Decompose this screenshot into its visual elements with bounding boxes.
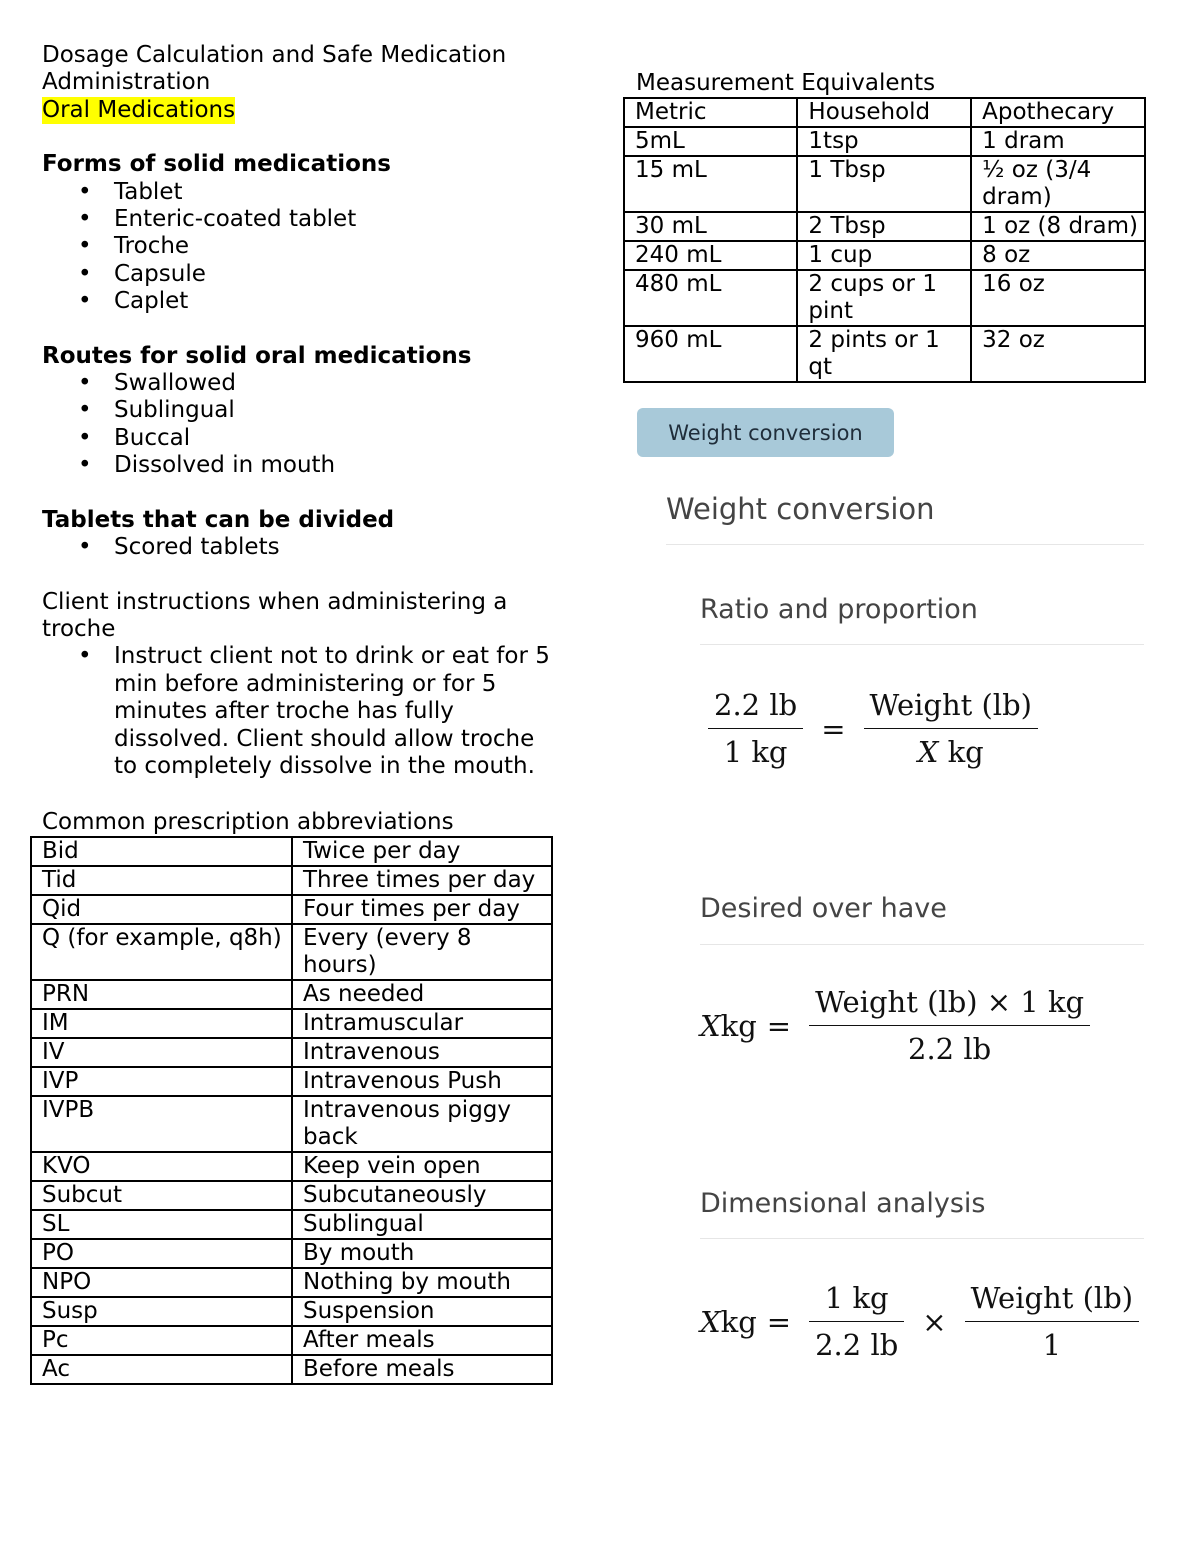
measurement-row — [624, 241, 1145, 270]
table-cell: 32 oz — [971, 326, 1145, 382]
table-cell: 1 Tbsp — [797, 156, 971, 212]
table-cell: Bid — [31, 837, 292, 866]
divider — [666, 544, 1144, 545]
document-title — [42, 42, 562, 97]
measurement-row — [624, 98, 1145, 127]
table-cell: 16 oz — [971, 270, 1145, 326]
table-cell: 960 mL — [624, 326, 797, 382]
table-cell: Subcutaneously — [292, 1181, 552, 1210]
numerator: Weight (lb) — [869, 688, 1032, 722]
dimensional-heading: Dimensional analysis — [700, 1188, 986, 1219]
abbreviation-row — [31, 1152, 552, 1181]
numerator: Weight (lb) — [970, 1281, 1134, 1315]
table-cell: 2 pints or 1 qt — [797, 326, 971, 382]
divider — [700, 644, 1144, 645]
table-cell: 1 dram — [971, 127, 1145, 156]
unit: kg — [720, 1008, 757, 1043]
abbreviation-row — [31, 866, 552, 895]
divided-heading: Tablets that can be divided — [42, 506, 395, 533]
table-cell: IV — [31, 1038, 292, 1067]
abbreviation-row — [31, 1355, 552, 1384]
abbreviation-row — [31, 895, 552, 924]
table-cell: Three times per day — [292, 866, 552, 895]
weight-conversion-button[interactable]: Weight conversion — [637, 408, 894, 457]
table-cell: 240 mL — [624, 241, 797, 270]
measurement-row — [624, 212, 1145, 241]
abbreviation-row — [31, 1326, 552, 1355]
divider — [700, 1238, 1144, 1239]
routes-list-item: • Buccal — [114, 425, 562, 452]
table-cell: 1 cup — [797, 241, 971, 270]
table-cell: IVP — [31, 1067, 292, 1096]
table-cell: 1tsp — [797, 127, 971, 156]
table-cell: Sublingual — [292, 1210, 552, 1239]
table-cell: PRN — [31, 980, 292, 1009]
abbreviation-row — [31, 980, 552, 1009]
denominator — [864, 728, 1038, 769]
table-cell: Ac — [31, 1355, 292, 1384]
table-cell: 8 oz — [971, 241, 1145, 270]
table-cell: SL — [31, 1210, 292, 1239]
table-cell: Qid — [31, 895, 292, 924]
table-cell: 15 mL — [624, 156, 797, 212]
abbreviation-row — [31, 1210, 552, 1239]
table-cell: Intramuscular — [292, 1009, 552, 1038]
denominator: 2.2 lb — [809, 1025, 1090, 1066]
highlighted-subtitle: Oral Medications — [42, 96, 236, 123]
abbreviations-table — [30, 836, 553, 1385]
fraction — [809, 1281, 904, 1362]
denominator: 2.2 lb — [809, 1321, 904, 1362]
abbreviation-row — [31, 1268, 552, 1297]
abbreviation-row — [31, 1009, 552, 1038]
table-cell: IM — [31, 1009, 292, 1038]
forms-list-item: • Capsule — [114, 261, 562, 288]
measurement-row — [624, 127, 1145, 156]
table-cell: Apothecary — [971, 98, 1145, 127]
variable: X — [700, 1008, 721, 1043]
abbreviations-caption: Common prescription abbreviations — [42, 809, 454, 835]
table-cell: Keep vein open — [292, 1152, 552, 1181]
table-cell: KVO — [31, 1152, 292, 1181]
forms-list — [42, 179, 562, 316]
table-cell: Twice per day — [292, 837, 552, 866]
unit: kg — [938, 735, 984, 769]
variable: X — [700, 1304, 721, 1339]
table-cell: 1 oz (8 dram) — [971, 212, 1145, 241]
desired-heading: Desired over have — [700, 893, 947, 924]
table-cell: Household — [797, 98, 971, 127]
numerator: 1 kg — [824, 1281, 889, 1315]
forms-heading: Forms of solid medications — [42, 151, 391, 178]
equals-sign: = — [766, 1304, 792, 1339]
abbreviation-row — [31, 1067, 552, 1096]
measurements-caption: Measurement Equivalents — [636, 70, 936, 96]
table-cell: Intravenous piggy back — [292, 1096, 552, 1152]
table-cell: As needed — [292, 980, 552, 1009]
ratio-formula — [700, 688, 1046, 769]
table-cell: PO — [31, 1239, 292, 1268]
measurement-row — [624, 326, 1145, 382]
table-cell: Before meals — [292, 1355, 552, 1384]
table-cell: Tid — [31, 866, 292, 895]
title-line-1: Dosage Calculation and Safe Medication — [42, 42, 507, 68]
unit: kg — [720, 1304, 757, 1339]
routes-list-item: • Dissolved in mouth — [114, 452, 562, 479]
table-cell: ½ oz (3/4 dram) — [971, 156, 1145, 212]
abbreviation-row — [31, 1239, 552, 1268]
table-cell: 2 cups or 1 pint — [797, 270, 971, 326]
fraction — [809, 985, 1090, 1066]
measurements-table — [623, 97, 1146, 383]
forms-list-item: • Enteric-coated tablet — [114, 206, 562, 233]
abbreviation-row — [31, 924, 552, 980]
fraction — [864, 688, 1038, 769]
routes-heading: Routes for solid oral medications — [42, 342, 472, 369]
numerator: 2.2 lb — [714, 688, 798, 722]
measurement-row — [624, 270, 1145, 326]
abbreviation-row — [31, 1297, 552, 1326]
table-cell: Suspension — [292, 1297, 552, 1326]
title-line-2: Administration — [42, 69, 211, 96]
desired-formula — [700, 985, 1098, 1066]
table-cell: Four times per day — [292, 895, 552, 924]
table-cell: Metric — [624, 98, 797, 127]
table-cell: Nothing by mouth — [292, 1268, 552, 1297]
divided-list-item: • Scored tablets — [114, 534, 562, 561]
abbreviation-row — [31, 837, 552, 866]
table-cell: Subcut — [31, 1181, 292, 1210]
left-column — [42, 42, 562, 780]
table-cell: Intravenous Push — [292, 1067, 552, 1096]
troche-instruction: • Instruct client not to drink or eat for 5 min before administering or for 5 minutes after troche has fully dissolved. Client should allow troche to completely dissolve in the mouth. — [114, 643, 559, 780]
troche-heading: Client instructions when administering a troche — [42, 588, 508, 642]
fraction — [708, 688, 803, 769]
table-cell: Susp — [31, 1297, 292, 1326]
table-cell: 480 mL — [624, 270, 797, 326]
forms-list-item: • Tablet — [114, 179, 562, 206]
denominator: 1 kg — [708, 728, 803, 769]
divided-list — [42, 534, 562, 561]
times-sign: × — [922, 1304, 947, 1339]
fraction — [965, 1281, 1139, 1362]
dimensional-formula — [700, 1281, 1147, 1362]
table-cell: Every (every 8 hours) — [292, 924, 552, 980]
variable: X — [917, 735, 939, 769]
routes-list-item: • Sublingual — [114, 397, 562, 424]
equals-sign: = — [821, 711, 846, 746]
table-cell: Q (for example, q8h) — [31, 924, 292, 980]
abbreviation-row — [31, 1181, 552, 1210]
table-cell: 30 mL — [624, 212, 797, 241]
table-cell: 5mL — [624, 127, 797, 156]
abbreviation-row — [31, 1038, 552, 1067]
table-cell: After meals — [292, 1326, 552, 1355]
troche-list — [42, 643, 559, 780]
table-cell: Pc — [31, 1326, 292, 1355]
denominator: 1 — [965, 1321, 1139, 1362]
table-cell: By mouth — [292, 1239, 552, 1268]
table-cell: NPO — [31, 1268, 292, 1297]
table-cell: IVPB — [31, 1096, 292, 1152]
equals-sign: = — [766, 1008, 792, 1043]
weight-conversion-title: Weight conversion — [666, 492, 935, 526]
numerator: Weight (lb) × 1 kg — [815, 985, 1085, 1019]
measurement-row — [624, 156, 1145, 212]
ratio-heading: Ratio and proportion — [700, 594, 978, 625]
forms-list-item: • Troche — [114, 233, 562, 260]
abbreviation-row — [31, 1096, 552, 1152]
forms-list-item: • Caplet — [114, 288, 562, 315]
table-cell: 2 Tbsp — [797, 212, 971, 241]
divider — [700, 944, 1144, 945]
table-cell: Intravenous — [292, 1038, 552, 1067]
routes-list-item: • Swallowed — [114, 370, 562, 397]
routes-list — [42, 370, 562, 480]
